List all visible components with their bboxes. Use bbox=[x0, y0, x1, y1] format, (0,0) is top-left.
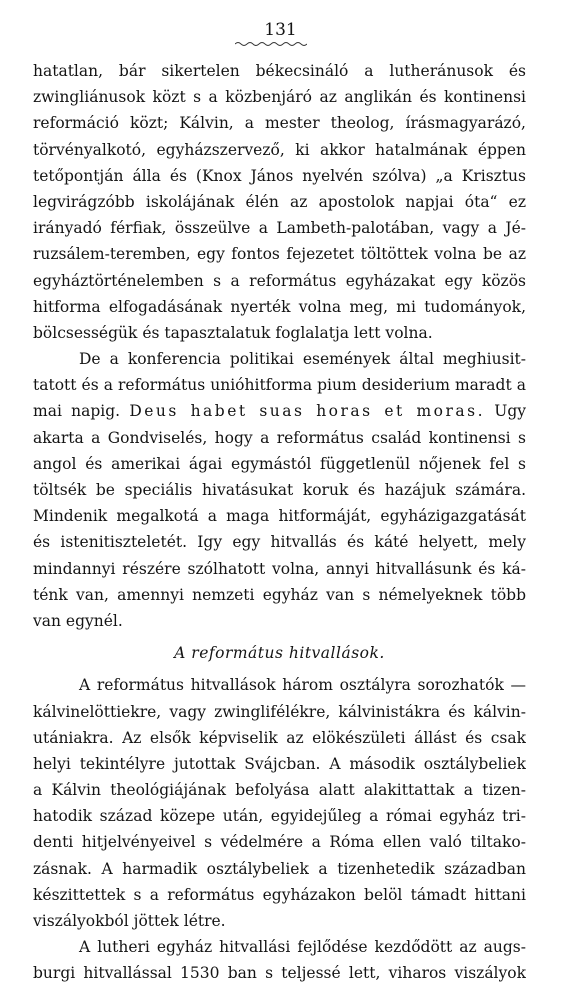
text-line: mindannyi részére szólhatott volna, annyi hitvallásunk és ká- bbox=[33, 559, 526, 578]
text-line: burgi hitvallással 1530 ban s teljessé lett, viharos viszályok bbox=[33, 964, 526, 983]
text-line-with-latin-quote bbox=[33, 398, 526, 424]
text-segment: Ugy bbox=[494, 402, 526, 421]
text-line: legvirágzóbb iskolájának élén az apostolok napjai óta“ ez bbox=[33, 192, 526, 211]
text-line: utániakra. Az elsők képviselik az elökészületi állást és csak bbox=[33, 728, 526, 747]
text-line: Mindenik megalkotá a maga hitformáját, egyházigazgatását bbox=[33, 507, 526, 526]
text-line: viszályokból jöttek létre. bbox=[33, 912, 226, 930]
text-segment: mai napig. bbox=[33, 402, 121, 421]
text-line: és istenitiszteletét. Igy egy hitvallás és káté helyett, mely bbox=[33, 533, 526, 552]
text-line: A református hitvallások három osztályra sorozhatók — bbox=[79, 676, 526, 695]
wavy-rule-ornament bbox=[235, 41, 307, 47]
body-text bbox=[33, 58, 526, 987]
text-line: De a konferencia politikai események által meghiusit- bbox=[79, 350, 526, 369]
text-line: törvényalkotó, egyházszervező, ki akkor hatalmának éppen bbox=[33, 140, 526, 159]
text-line: kálvinelöttiekre, vagy zwinglifélékre, kálvinistákra és kálvin- bbox=[33, 702, 526, 721]
text-line: töltsék be speciális hivatásukat koruk és hazájuk számára. bbox=[33, 481, 526, 499]
page-number: 131 bbox=[264, 20, 297, 40]
text-line: zásnak. A harmadik osztálybeliek a tizenhetedik században bbox=[33, 859, 526, 878]
text-line: helyi tekintélyre jutottak Svájcban. A második osztálybeliek bbox=[33, 754, 526, 773]
text-line: tatott és a református unióhitforma pium desiderium maradt a bbox=[33, 376, 526, 395]
text-line: akarta a Gondviselés, hogy a református család kontinensi s bbox=[33, 428, 526, 447]
text-line: denti hitjelvényeivel s védelmére a Róma ellen való tiltako- bbox=[33, 833, 526, 852]
text-line: angol és amerikai ágai egymástól függetlenül nőjenek fel s bbox=[33, 454, 526, 473]
text-line: irányadó férfiak, összeülve a Lambeth-palotában, vagy a Jé- bbox=[33, 219, 526, 238]
latin-quote: Deus habet suas horas et moras. bbox=[129, 402, 486, 421]
text-line: egyháztörténelemben s a református egyházakat egy közös bbox=[33, 271, 526, 290]
text-line: hitforma elfogadásának nyerték volna meg, mi tudományok, bbox=[33, 297, 526, 316]
text-line: a Kálvin theológiájának befolyása alatt alakittattak a tizen- bbox=[33, 781, 526, 800]
text-line: ténk van, amennyi nemzeti egyház van s némelyeknek több bbox=[33, 585, 526, 604]
text-line: ruzsálem-teremben, egy fontos fejezetet töltöttek volna be az bbox=[33, 245, 526, 264]
text-line: hatatlan, bár sikertelen békecsináló a lutheránusok és bbox=[33, 62, 526, 80]
section-heading: A református hitvallások. bbox=[174, 644, 385, 663]
text-line: hatodik század közepe után, egyidejűleg a római egyház tri- bbox=[33, 807, 526, 826]
text-line: készittettek s a református egyházakon belöl támadt hittani bbox=[33, 885, 526, 904]
text-line: A lutheri egyház hitvallási fejlődése kezdődött az augs- bbox=[79, 938, 526, 957]
text-line: zwingliánusok közt s a közbenjáró az anglikán és kontinensi bbox=[33, 88, 526, 107]
text-line: reformáció közt; Kálvin, a mester theolog, írásmagyarázó, bbox=[33, 114, 526, 133]
text-line: van egynél. bbox=[33, 611, 123, 630]
text-line: bölcsességük és tapasztalatuk foglalatja lett volna. bbox=[33, 323, 433, 342]
text-line: tetőpontján álla és (Knox János nyelvén szólva) „a Krisztus bbox=[33, 166, 526, 185]
